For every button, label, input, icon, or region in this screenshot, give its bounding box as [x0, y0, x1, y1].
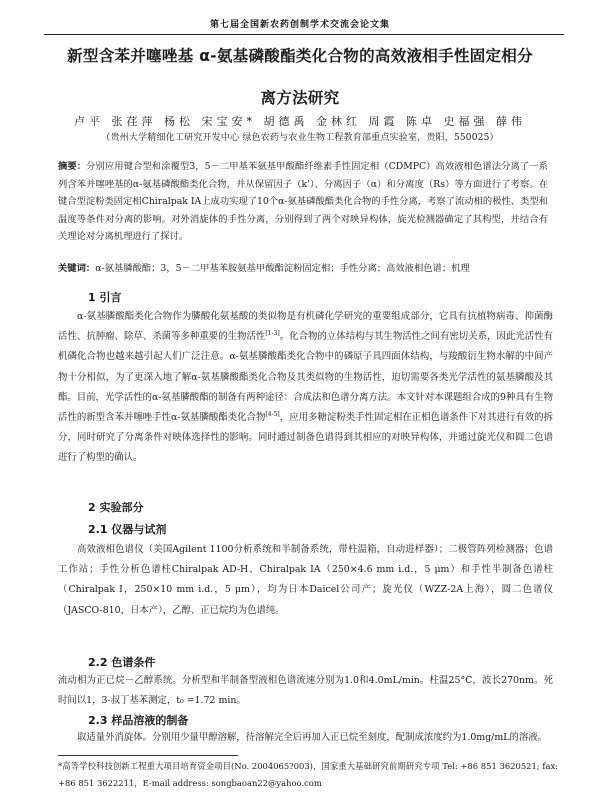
intro-text-3: ，应用多糖淀粉类手性固定相在正相色谱条件下对其进行有效的拆分，同时研究了分离条件对映体选择性的影响。同时通过制备色谱得到其相应的对映异构体，并通过旋光仪和圆二色谱进行了构型的确认。	[58, 412, 553, 464]
intro-text-2: 。化合物的立体结构与其生物活性之间有密切关系，因此光活性有机磷化合物也越来越引起人们广泛注意。α-氨基膦酸酯类化合物中的磷原子具四面体结构，与羧酸衍生物水解的中间产物十分相似，为了更深入地了解α-氨基膦酸酯类化合物及其类似物的生物活性，迫切需要各类光学活性的氨基膦酸及其酯。目前，光学活性的α-氨基膦酸酯的制备有两种途径：合成法和色谱分离方法。本文针对本课题组合成的9种具有生物活性的新型含苯并噻唑手性α-氨基膦酸酯类化合物	[58, 331, 553, 424]
header-rule	[44, 34, 564, 35]
instruments-paragraph: 高效液相色谱仪（美国Agilent 1100分析系统和半制备系统，带柱温箱，自动进样器）；二极管阵列检测器；色谱工作站；手性分析色谱柱Chiralpak AD-H、Chiralpak IA（250×4.6 mm i.d.，5 μm）和手性半制备色谱柱（Chiralpak I，250×10 mm i.d.，5 μm），均为日本Daicel公司产；旋光仪（WZZ-2A上海），圆二色谱仪（JASCO-810，日本产），乙醇、正已烷均为色谱纯。	[58, 544, 553, 616]
citation-ref: [1-3]	[265, 330, 280, 338]
affiliation: （贵州大学精细化工研究开发中心 绿色农药与农业生物工程教育部重点实验室，贵阳，550025）	[101, 133, 499, 143]
keywords	[58, 260, 558, 278]
paper-title-line-1: 新型含苯并噻唑基 α-氨基磷酸酯类化合物的高效液相手性固定相分	[67, 47, 533, 65]
abstract-text: 分别应用键合型和涂覆型3，5－二甲基苯氨基甲酸酯纤维素手性固定相（CDMPC）高效液相色谱法分离了一系列含苯并噻唑基的α-氨基磷酸酯类化合物，并从保留因子（k'）、分离因子（α）和分离度（Rs）等方面进行了考察。在键合型淀粉类固定相Chiralpak IA上成功实现了10个α-氨基磷酸酯类化合物的手性分离，考察了流动相的极性、类型和温度等条件对分离的影响。对外消旋体的手性分离，分别得到了两个对映异构体，旋光检测器确定了其构型，并结合有关理论对分离机理进行了探讨。	[58, 161, 548, 243]
author-list: 卢平 张荏萍 杨松 宋宝安* 胡德禹 金林红 周霞 陈卓 史福强 薛伟	[74, 115, 526, 128]
abstract	[58, 158, 548, 246]
intro-text-1: α-氨基膦酸酯类化合物作为膦酸化氨基酸的类似物是有机磷化学研究的重要组成部分，它具有抗植物病毒、抑菌酶活性、抗肿瘤、除草、杀菌等多种重要的生物活性	[58, 311, 553, 343]
subsection-heading-sample-prep: 2.3 样品溶液的制备	[88, 714, 189, 727]
running-header: 第七届全国新农药创制学术交流会论文集	[209, 20, 390, 30]
keywords-text: α-氨基膦酸酯；3，5－二甲基苯胺氨基甲酸酯淀粉固定相；手性分离；高效液相色谱；机理	[95, 263, 470, 274]
footnote: *高等学校科技创新工程重大项目培育资金项目(No. 2004065?003)，国家重大基础研究前期研究专项 Tel: +86 851 3620521; fax: +86 851 3622211，E-mail address: songbaoan22@yahoo.com	[58, 761, 558, 788]
abstract-label: 摘要：	[58, 161, 87, 172]
introduction-paragraph	[58, 307, 553, 469]
keywords-label: 关键词：	[58, 263, 96, 274]
subsection-heading-instruments: 2.1 仪器与试剂	[88, 523, 167, 536]
paper-title-line-2: 离方法研究	[260, 89, 340, 107]
section-heading-introduction: 1 引言	[88, 291, 122, 304]
section-heading-experimental: 2 实验部分	[88, 501, 144, 514]
footnote-rule	[58, 755, 238, 756]
chromatography-paragraph: 流动相为正已烷－乙醇系统。分析型和半制备型液相色谱流速分别为1.0和4.0mL/min。柱温25°C，波长270nm。死时间以1，3-叔丁基苯测定，t₀ =1.72 min。	[58, 675, 553, 707]
citation-ref: [4-5]	[265, 410, 280, 418]
subsection-heading-chromatography: 2.2 色谱条件	[88, 656, 156, 669]
sample-prep-paragraph: 取适量外消旋体。分别用少量甲醇溶解，待溶解完全后再加入正已烷至刻度，配制成浓度约为1.0mg/mL的溶液。	[77, 732, 547, 743]
